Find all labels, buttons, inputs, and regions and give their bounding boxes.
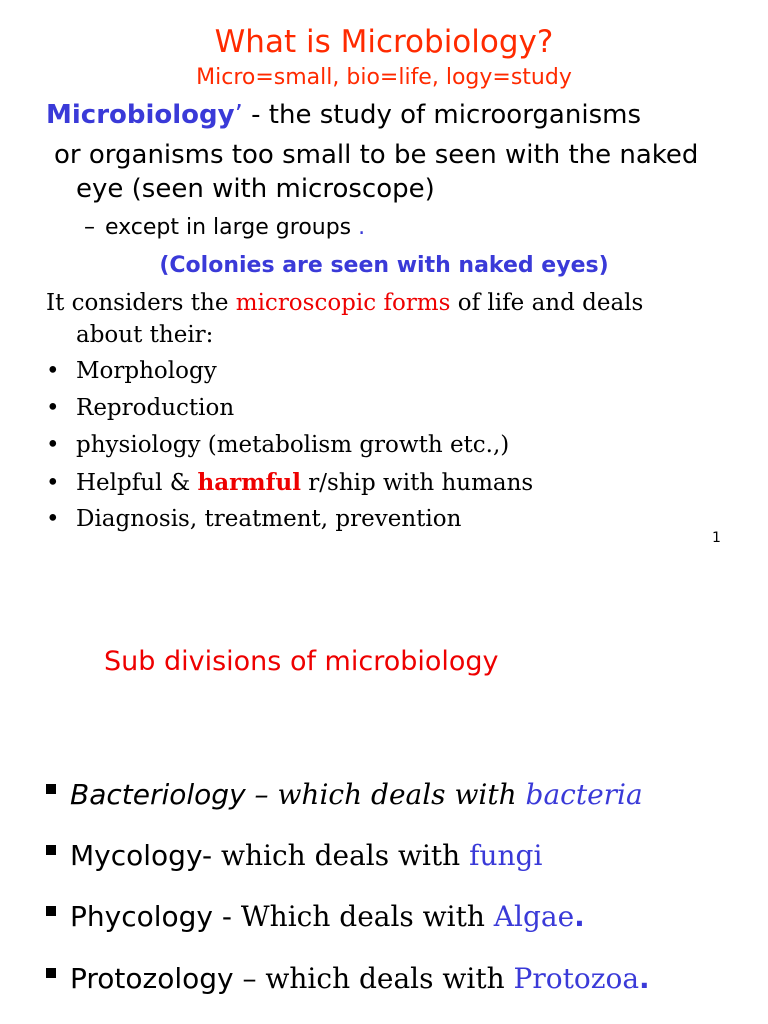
considers-after: of life and deals <box>450 290 644 316</box>
subdivision-end: . <box>639 962 650 995</box>
list-item <box>46 469 533 496</box>
list-item <box>46 358 217 384</box>
dash-item-text: except in large groups <box>105 215 359 240</box>
slide-title: What is Microbiology? <box>214 24 554 60</box>
bullet-dot: • <box>46 358 60 384</box>
definition-line-3: eye (seen with microscope) <box>76 174 435 204</box>
dash-item-period: . <box>358 215 366 240</box>
considers-line-1 <box>46 290 643 316</box>
square-bullet-icon <box>46 784 56 794</box>
subdivision-term: Protozology <box>70 962 234 995</box>
subdivision-item <box>46 900 585 933</box>
considers-highlight: microscopic forms <box>235 290 451 316</box>
colonies-note: (Colonies are seen with naked eyes) <box>159 253 609 278</box>
definition-line-2: or organisms too small to be seen with the naked <box>54 140 699 170</box>
subdivision-target: Algae <box>493 900 575 933</box>
list-item <box>46 506 461 532</box>
definition-text: - the study of microorganisms <box>242 100 641 130</box>
subdivision-term: Bacteriology <box>70 778 246 811</box>
subdivision-desc: – which deals with <box>245 778 526 811</box>
subdivision-desc: Which deals with <box>231 900 494 933</box>
dash-bullet: – <box>84 215 95 240</box>
square-bullet-icon <box>46 845 56 855</box>
subdivision-term: Mycology- <box>70 839 213 872</box>
subdivision-item <box>46 778 643 811</box>
bullet-dot: • <box>46 506 60 532</box>
square-bullet-icon <box>46 968 56 978</box>
page-number: 1 <box>712 530 721 546</box>
list-item-text: Reproduction <box>76 395 235 421</box>
subdivision-desc: which deals with <box>212 839 470 872</box>
list-item-text: physiology (metabolism growth etc.,) <box>76 432 510 458</box>
dash-item <box>84 214 365 242</box>
definition-term-suffix: ’ <box>234 100 243 130</box>
list-item-text: Diagnosis, treatment, prevention <box>76 506 462 532</box>
subdivision-end: . <box>574 900 585 933</box>
considers-line-2: about their: <box>76 322 214 348</box>
bullet-dot: • <box>46 432 60 458</box>
subdivision-target: fungi <box>469 839 543 872</box>
list-item <box>46 395 234 421</box>
slide-subtitle: Micro=small, bio=life, logy=study <box>196 65 572 90</box>
definition-term: Microbiology <box>46 100 235 130</box>
considers-before: It considers the <box>46 290 236 316</box>
subdivision-target: Protozoa <box>513 962 640 995</box>
list-item-text: Helpful & <box>76 470 198 496</box>
bullet-dot: • <box>46 470 60 496</box>
list-item <box>46 432 509 458</box>
subdivision-desc: – which deals with <box>233 962 514 995</box>
bullet-dot: • <box>46 395 60 421</box>
subdivision-item <box>46 962 650 995</box>
list-item-text: Morphology <box>76 358 217 384</box>
square-bullet-icon <box>46 906 56 916</box>
list-item-highlight: harmful <box>197 469 301 496</box>
subdivision-item <box>46 839 542 872</box>
list-item-text-after: r/ship with humans <box>300 470 534 496</box>
subdivision-target: bacteria <box>525 778 643 811</box>
subdivision-term: Phycology - <box>70 900 232 933</box>
definition-line-1 <box>46 98 641 132</box>
subdivisions-heading: Sub divisions of microbiology <box>104 646 499 677</box>
